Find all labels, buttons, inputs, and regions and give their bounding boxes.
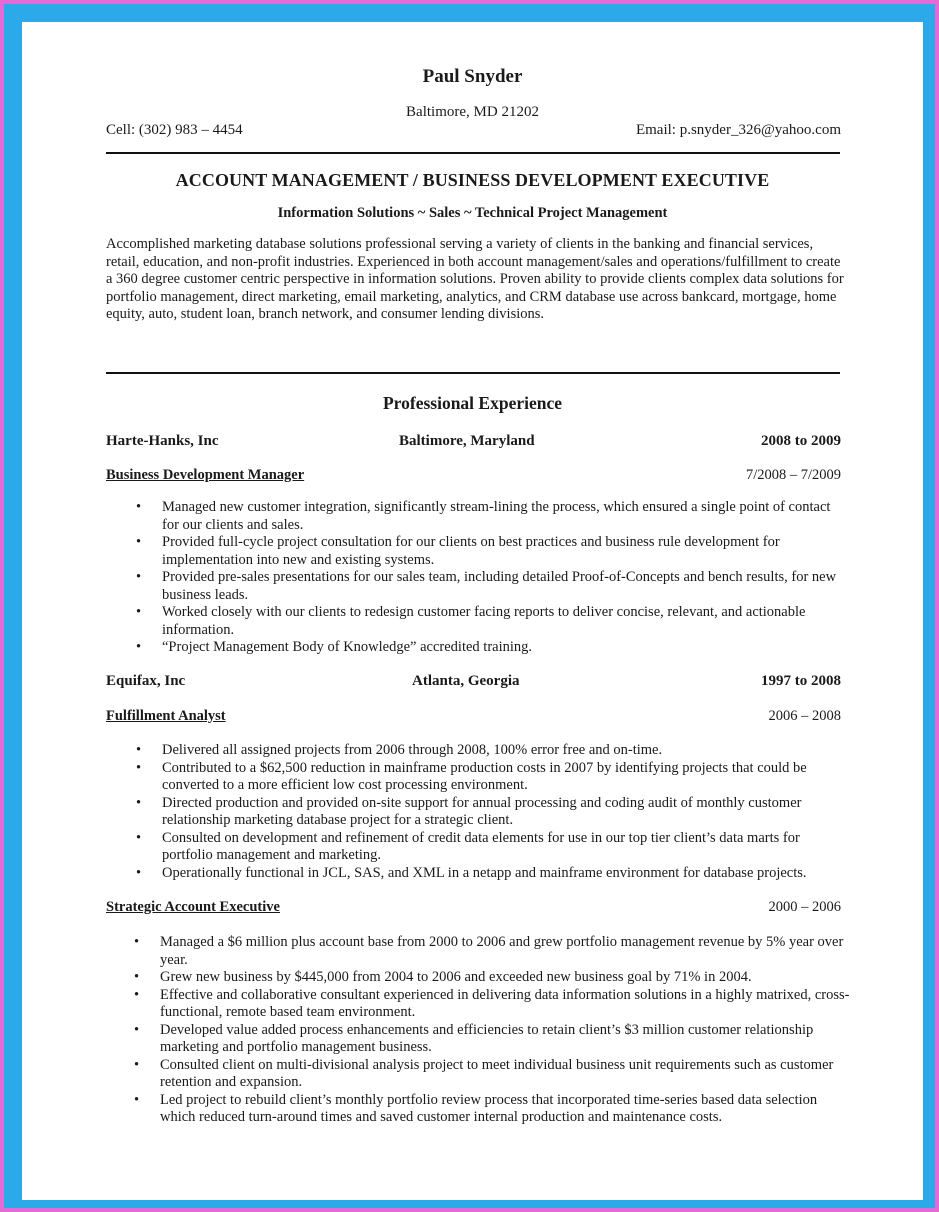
candidate-name: Paul Snyder — [422, 66, 523, 87]
bullet-icon: • — [134, 1091, 140, 1108]
divider-top — [106, 152, 840, 154]
bullet-list — [136, 499, 842, 657]
bullet-text: Provided pre-sales presentations for our sales team, including detailed Proof-of-Concepts and bench results, for new business leads. — [162, 569, 837, 603]
bullet-icon: • — [136, 794, 142, 811]
bullet-text: Provided full-cycle project consultation for our clients on best practices and business rule development for implementation into new and existing systems. — [162, 534, 780, 568]
resume-page — [22, 22, 923, 1200]
list-item — [136, 604, 842, 639]
bullet-text: Worked closely with our clients to redesign customer facing reports to deliver concise, relevant, and actionable information. — [162, 604, 806, 638]
list-item — [136, 829, 852, 865]
bullet-text: Consulted client on multi-divisional analysis project to meet individual business unit requirements such as customer retention and expansion. — [160, 1056, 834, 1090]
role-title: Business Development Manager — [106, 467, 305, 483]
list-item — [136, 639, 842, 657]
outer-frame — [4, 4, 935, 1208]
section-title-experience: Professional Experience — [382, 393, 563, 413]
bullet-list — [136, 742, 852, 882]
bullet-text: Delivered all assigned projects from 2006 through 2008, 100% error free and on-time. — [162, 742, 663, 758]
list-item — [134, 986, 850, 1022]
subheadline: Information Solutions ~ Sales ~ Technical Project Management — [277, 205, 668, 221]
bullet-icon: • — [136, 604, 142, 620]
bullet-text: Managed a $6 million plus account base from 2000 to 2006 and grew portfolio management revenue by 5% year over year. — [160, 934, 844, 968]
role-dates: 7/2008 – 7/2009 — [745, 467, 841, 483]
bullet-icon: • — [134, 1056, 140, 1073]
bullet-icon: • — [134, 986, 140, 1003]
bullet-icon: • — [134, 969, 140, 985]
job-years: 1997 to 2008 — [761, 673, 841, 689]
list-item — [134, 934, 850, 969]
job-company: Equifax, Inc — [106, 673, 186, 689]
list-item — [136, 534, 842, 569]
list-item — [134, 969, 850, 987]
role-dates: 2000 – 2006 — [768, 899, 841, 915]
bullet-text: Operationally functional in JCL, SAS, and XML in a netapp and mainframe environment for database projects. — [162, 864, 807, 881]
list-item — [134, 1091, 850, 1127]
divider-summary — [106, 372, 840, 374]
list-item — [134, 1021, 850, 1057]
bullet-icon: • — [136, 639, 142, 655]
list-item — [136, 499, 842, 534]
list-item — [136, 759, 852, 795]
bullet-icon: • — [136, 759, 142, 776]
bullet-text: Directed production and provided on-site support for annual processing and coding audit of monthly customer relationship marketing database project for a strategic client. — [162, 794, 802, 828]
list-item — [136, 742, 852, 760]
bullet-icon: • — [134, 934, 140, 950]
job-location: Atlanta, Georgia — [412, 673, 520, 689]
bullet-icon: • — [136, 829, 142, 846]
bullet-text: Grew new business by $445,000 from 2004 to 2006 and exceeded new business goal by 71% in 2004. — [160, 969, 752, 985]
address: Baltimore, MD 21202 — [406, 104, 539, 120]
job-years: 2008 to 2009 — [761, 433, 841, 449]
list-item — [136, 864, 852, 883]
role-title: Strategic Account Executive — [106, 899, 280, 915]
list-item — [136, 569, 842, 604]
bullet-icon: • — [136, 569, 142, 585]
list-item — [136, 794, 852, 830]
bullet-icon: • — [136, 864, 142, 881]
list-item — [134, 1056, 850, 1092]
email-address: Email: p.snyder_326@yahoo.com — [635, 122, 841, 138]
bullet-text: Developed value added process enhancements and efficiencies to retain client’s $3 million customer relationship marketing and portfolio management business. — [160, 1021, 814, 1055]
role-title: Fulfillment Analyst — [106, 708, 226, 724]
bullet-list — [134, 934, 850, 1127]
bullet-text: Contributed to a $62,500 reduction in mainframe production costs in 2007 by identifying projects that could be converted to a more efficient low cost processing environment. — [162, 759, 807, 793]
bullet-text: Led project to rebuild client’s monthly portfolio review process that incorporated time-series based data selection which reduced turn-around times and saved customer internal production and maintenance costs. — [160, 1091, 818, 1125]
summary-paragraph: Accomplished marketing database solutions professional serving a variety of clients in the banking and financial services, retail, education, and non-profit industries. Experienced in both account management/sales and operations/fulfillment to create a 360 degree customer centric perspective in information solutions. Proven ability to provide clients complex data solutions for portfolio management, direct marketing, email marketing, analytics, and CRM database use across bankcard, mortgage, home equity, auto, student loan, branch network, and consumer lending divisions. — [106, 236, 844, 322]
bullet-icon: • — [136, 742, 142, 758]
job-company: Harte-Hanks, Inc — [106, 433, 219, 449]
bullet-text: Managed new customer integration, significantly stream-lining the process, which ensured a single point of contact for our clients and sales. — [162, 499, 831, 533]
cell-phone: Cell: (302) 983 – 4454 — [106, 122, 243, 138]
bullet-text: Consulted on development and refinement of credit data elements for use in our top tier client’s data marts for portfolio management and marketing. — [162, 829, 800, 863]
bullet-icon: • — [134, 1021, 140, 1038]
bullet-text: Effective and collaborative consultant experienced in delivering data information solutions in a highly matrixed, cross-functional, remote based team environment. — [160, 986, 850, 1020]
role-dates: 2006 – 2008 — [768, 708, 841, 724]
bullet-text: “Project Management Body of Knowledge” accredited training. — [162, 639, 533, 655]
headline: ACCOUNT MANAGEMENT / BUSINESS DEVELOPMENT EXECUTIVE — [175, 170, 770, 190]
bullet-icon: • — [136, 534, 142, 550]
job-location: Baltimore, Maryland — [399, 433, 535, 449]
bullet-icon: • — [136, 499, 142, 515]
